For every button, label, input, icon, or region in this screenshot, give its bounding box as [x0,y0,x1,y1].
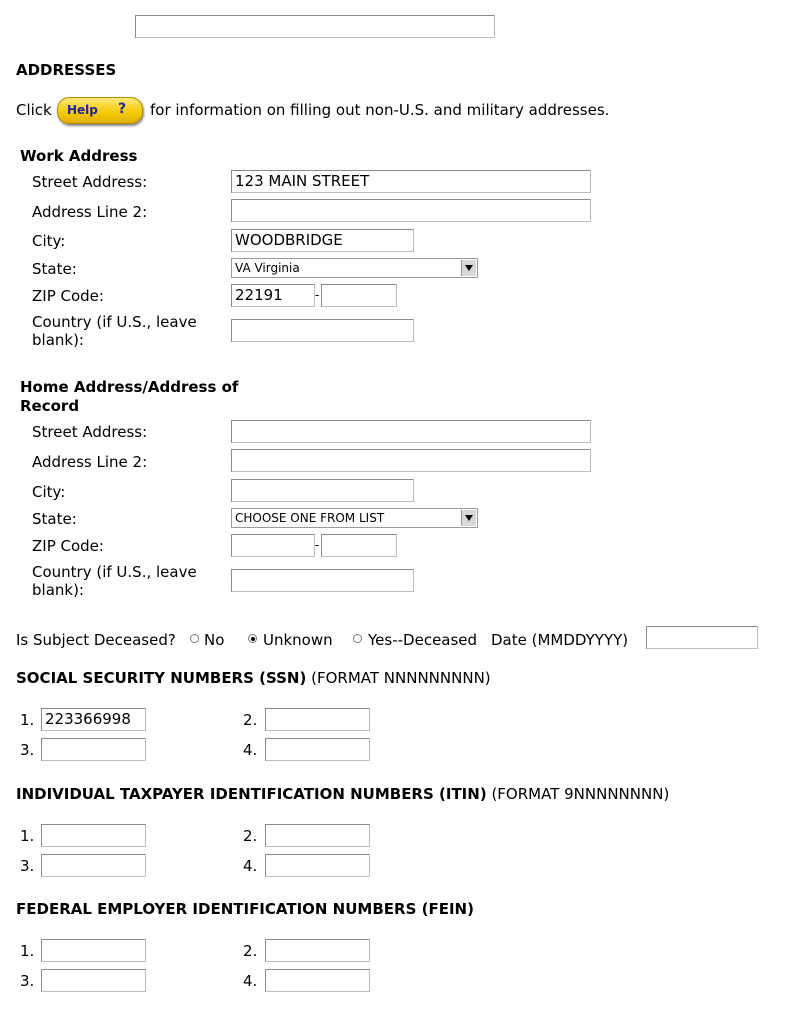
click-text: Click [16,101,52,119]
home-country-label-2: blank): [32,581,84,599]
home-address-heading-1: Home Address/Address of [20,378,239,396]
home-street-input[interactable] [231,420,591,443]
home-city-input[interactable] [231,479,414,502]
deceased-unknown-label: Unknown [263,631,333,649]
itin-1-input[interactable] [41,824,146,847]
work-street-label: Street Address: [32,173,148,191]
itin-3-number: 3. [20,857,35,875]
fein-3-number: 3. [20,972,35,990]
itin-1-number: 1. [20,827,35,845]
home-zip-label: ZIP Code: [32,537,104,555]
itin-3-input[interactable] [41,854,146,877]
fein-2-number: 2. [243,942,258,960]
ssn-heading-format: (FORMAT NNNNNNNNN) [311,669,491,687]
deceased-unknown-radio[interactable] [248,634,257,643]
deceased-yes-label: Yes--Deceased [368,631,478,649]
work-zip-ext-input[interactable] [321,284,397,307]
ssn-1-number: 1. [20,711,35,729]
chevron-down-icon[interactable] [461,260,476,276]
fein-2-input[interactable] [265,939,370,962]
ssn-heading [16,669,491,687]
work-zip-dash: - [315,288,320,302]
work-address-heading: Work Address [20,147,138,165]
work-state-select[interactable] [231,258,478,278]
itin-2-number: 2. [243,827,258,845]
home-zip-input[interactable] [231,534,315,557]
itin-heading-format: (FORMAT 9NNNNNNNN) [491,785,670,803]
fein-3-input[interactable] [41,969,146,992]
home-street-label: Street Address: [32,423,148,441]
ssn-1-input[interactable]: 223366998 [41,708,146,731]
work-country-label-1: Country (if U.S., leave [32,313,197,331]
itin-2-input[interactable] [265,824,370,847]
question-mark-icon: ? [118,101,127,117]
itin-4-input[interactable] [265,854,370,877]
ssn-4-input[interactable] [265,738,370,761]
work-country-input[interactable] [231,319,414,342]
home-country-input[interactable] [231,569,414,592]
work-street-input[interactable]: 123 MAIN STREET [231,170,591,193]
work-line2-label: Address Line 2: [32,203,148,221]
top-input[interactable] [135,15,495,38]
fein-1-number: 1. [20,942,35,960]
deceased-question: Is Subject Deceased? [16,631,176,649]
home-state-select[interactable] [231,508,478,528]
home-state-label: State: [32,510,77,528]
work-zip-label: ZIP Code: [32,287,104,305]
work-line2-input[interactable] [231,199,591,222]
work-zip-input[interactable]: 22191 [231,284,315,307]
ssn-2-number: 2. [243,711,258,729]
fein-4-number: 4. [243,972,258,990]
work-city-input[interactable]: WOODBRIDGE [231,229,414,252]
home-address-heading-2: Record [20,397,80,415]
itin-heading-bold: INDIVIDUAL TAXPAYER IDENTIFICATION NUMBERS (ITIN) [16,785,487,803]
deceased-date-label: Date (MMDDYYYY) [491,631,629,649]
home-country-label-1: Country (if U.S., leave [32,563,197,581]
deceased-date-input[interactable] [646,626,758,649]
ssn-4-number: 4. [243,741,258,759]
help-button[interactable] [57,97,143,124]
deceased-yes-radio[interactable] [353,634,362,643]
work-city-label: City: [32,232,66,250]
home-line2-label: Address Line 2: [32,453,148,471]
work-country-label-2: blank): [32,331,84,349]
fein-1-input[interactable] [41,939,146,962]
ssn-2-input[interactable] [265,708,370,731]
chevron-down-icon[interactable] [461,510,476,526]
itin-heading [16,785,669,803]
help-label: Help [67,103,98,117]
home-city-label: City: [32,483,66,501]
home-zip-ext-input[interactable] [321,534,397,557]
home-line2-input[interactable] [231,449,591,472]
deceased-no-label: No [204,631,225,649]
fein-heading: FEDERAL EMPLOYER IDENTIFICATION NUMBERS (FEIN) [16,900,474,918]
ssn-3-input[interactable] [41,738,146,761]
ssn-3-number: 3. [20,741,35,759]
address-info-text: for information on filling out non-U.S. and military addresses. [150,101,610,119]
ssn-heading-bold: SOCIAL SECURITY NUMBERS (SSN) [16,669,307,687]
work-state-value: VA Virginia [235,261,300,275]
itin-4-number: 4. [243,857,258,875]
home-state-value: CHOOSE ONE FROM LIST [235,511,385,525]
deceased-no-radio[interactable] [190,634,199,643]
addresses-heading: ADDRESSES [16,61,117,79]
work-state-label: State: [32,260,77,278]
fein-4-input[interactable] [265,969,370,992]
home-zip-dash: - [315,538,320,552]
